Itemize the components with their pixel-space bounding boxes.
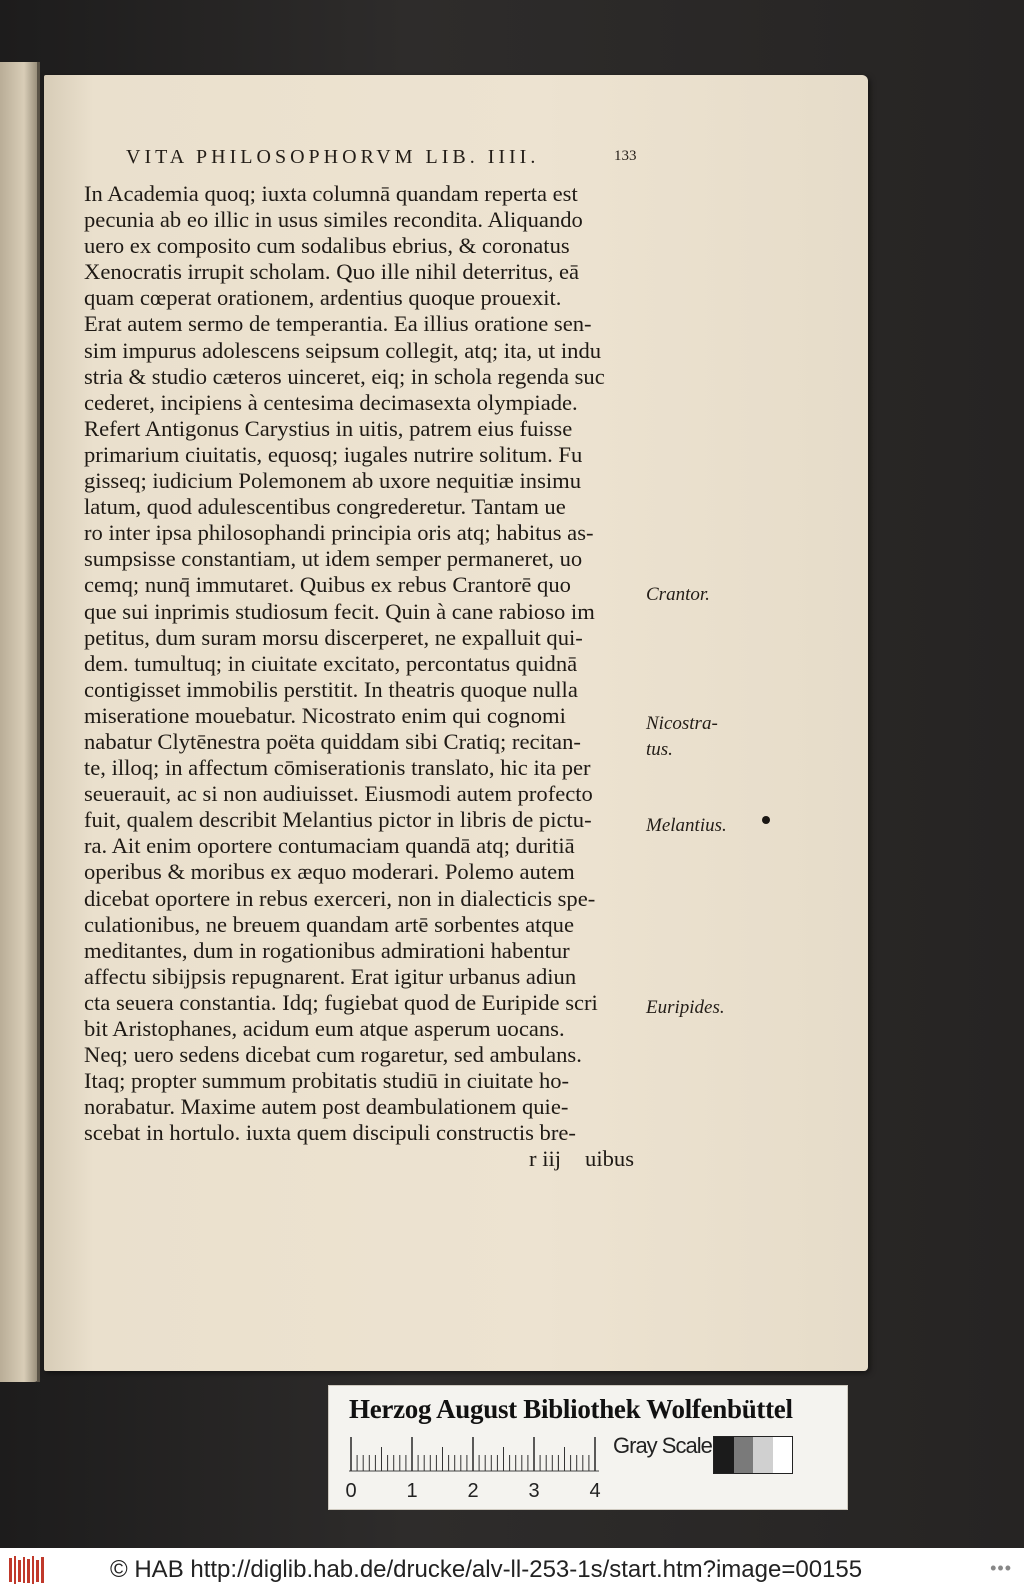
viewer-footer <box>0 1548 1024 1591</box>
text-line: affectu sibijpsis repugnarent. Erat igitur urbanus adiun <box>84 963 577 989</box>
library-name: Herzog August Bibliothek Wolfenbüttel <box>349 1394 793 1424</box>
ruler-number: 4 <box>589 1480 601 1502</box>
catchword: uibus <box>585 1146 634 1172</box>
text-line: seuerauit, ac si non audiuisset. Eiusmodi autem profecto <box>84 781 593 807</box>
text-line: primarium ciuitatis, equosq; iugales nutrire solitum. Fu <box>84 441 583 467</box>
margin-note-euripides: Euripides. <box>646 997 725 1018</box>
text-line: operibus & moribus ex æquo moderari. Polemo autem <box>84 859 575 885</box>
ruler-scale <box>345 1435 609 1502</box>
text-line: cederet, incipiens à centesima decimasexta olympiade. <box>84 389 578 415</box>
gray-swatch <box>734 1437 754 1473</box>
ink-dot <box>762 816 770 824</box>
text-line: Neq; uero sedens dicebat cum rogaretur, sed ambulans. <box>84 1042 582 1068</box>
text-line: meditantes, dum in rogationibus admirationi habentur <box>84 937 570 963</box>
text-line: dicebat oportere in rebus exerceri, non in dialecticis spe- <box>84 885 596 911</box>
text-line: cemq; nunq̄ immutaret. Quibus ex rebus Crantorē quo <box>84 572 571 598</box>
gray-swatch <box>714 1437 734 1473</box>
text-line: sim impurus adolescens seipsum collegit, atq; ita, ut indu <box>84 337 602 363</box>
signature-mark: r iij <box>529 1146 562 1172</box>
more-options-icon[interactable]: ••• <box>990 1558 1012 1578</box>
text-line: quam cœperat orationem, ardentius quoque prouexit. <box>84 285 562 311</box>
text-line: ro inter ipsa philosophandi principia oris atq; habitus as- <box>84 520 594 546</box>
gray-scale-label: Gray Scale <box>613 1433 712 1458</box>
text-line: Xenocratis irrupit scholam. Quo ille nihil deterritus, eā <box>84 259 580 285</box>
catchword-line <box>84 1146 640 1172</box>
body-text <box>84 181 640 1173</box>
margin-note-melantius: Melantius. <box>646 815 727 836</box>
text-line: petitus, dum suram morsu discerperet, ne expalluit qui- <box>84 624 583 650</box>
ruler-number: 0 <box>345 1480 357 1502</box>
text-line: cta seuera constantia. Idq; fugiebat quod de Euripide scri <box>84 989 598 1015</box>
text-line: miseratione mouebatur. Nicostrato enim qui cognomi <box>84 702 566 728</box>
text-line: te, illoq; in affectum cōmiserationis translato, hic ita per <box>84 755 591 781</box>
margin-note-crantor: Crantor. <box>646 584 710 605</box>
ruler-number: 3 <box>528 1480 540 1502</box>
hab-logo-icon <box>8 1554 46 1586</box>
text-line: norabatur. Maxime autem post deambulationem quie- <box>84 1094 569 1120</box>
text-line: gisseq; iudicium Polemonem ab uxore nequitiæ insimu <box>84 468 582 494</box>
text-line: que sui inprimis studiosum fecit. Quin à cane rabioso im <box>84 598 595 624</box>
library-scale-card <box>328 1385 848 1510</box>
text-line: Itaq; propter summum probitatis studiū in ciuitate ho- <box>84 1068 570 1094</box>
text-line: uero ex composito cum sodalibus ebrius, & coronatus <box>84 233 570 259</box>
running-head-title: VITA PHILOSOPHORVM LIB. IIII. <box>126 146 540 168</box>
gray-swatch <box>773 1437 793 1473</box>
text-line: Refert Antigonus Carystius in uitis, patrem eius fuisse <box>84 415 573 441</box>
text-line: In Academia quoq; iuxta columnā quandam reperta est <box>84 181 578 206</box>
gray-scale-swatches <box>713 1436 793 1474</box>
folio-number: 133 <box>614 148 637 164</box>
text-line: scebat in hortulo. iuxta quem discipuli constructis bre- <box>84 1120 576 1146</box>
text-line: sumpsisse constantiam, ut idem semper permaneret, uo <box>84 546 583 572</box>
text-line: fuit, qualem describit Melantius pictor in libris de pictu- <box>84 807 592 833</box>
text-line: culationibus, ne breuem quandam artē sorbentes atque <box>84 911 574 937</box>
margin-note-nicostratus-1: Nicostra- <box>646 713 718 734</box>
ruler-number: 2 <box>467 1480 479 1502</box>
text-line: Erat autem sermo de temperantia. Ea illius oratione sen- <box>84 311 592 337</box>
text-line: bit Aristophanes, acidum eum atque asperum uocans. <box>84 1016 565 1041</box>
text-line: contigisset immobilis perstitit. In theatris quoque nulla <box>84 676 578 702</box>
text-line: latum, quod adulescentibus congrederetur. Tantam ue <box>84 494 566 520</box>
ruler-number: 1 <box>406 1480 418 1502</box>
facing-page-edge <box>0 62 40 1382</box>
running-head <box>126 146 646 169</box>
text-line: pecunia ab eo illic in usus similes recondita. Aliquando <box>84 207 583 233</box>
gray-swatch <box>753 1437 773 1473</box>
margin-note-nicostratus-2: tus. <box>646 739 673 760</box>
text-line: ra. Ait enim oportere contumaciam quandā atq; duritiā <box>84 833 575 859</box>
text-line: dem. tumultuq; in ciuitate excitato, percontatus quidnā <box>84 650 578 676</box>
copyright-url[interactable]: © HAB http://diglib.hab.de/drucke/alv-ll-253-1s/start.htm?image=00155 <box>110 1556 863 1583</box>
text-line: nabatur Clytēnestra poëta quiddam sibi Cratiq; recitan- <box>84 728 581 754</box>
text-line: stria & studio cæteros uinceret, eiq; in schola regenda suc <box>84 363 605 389</box>
